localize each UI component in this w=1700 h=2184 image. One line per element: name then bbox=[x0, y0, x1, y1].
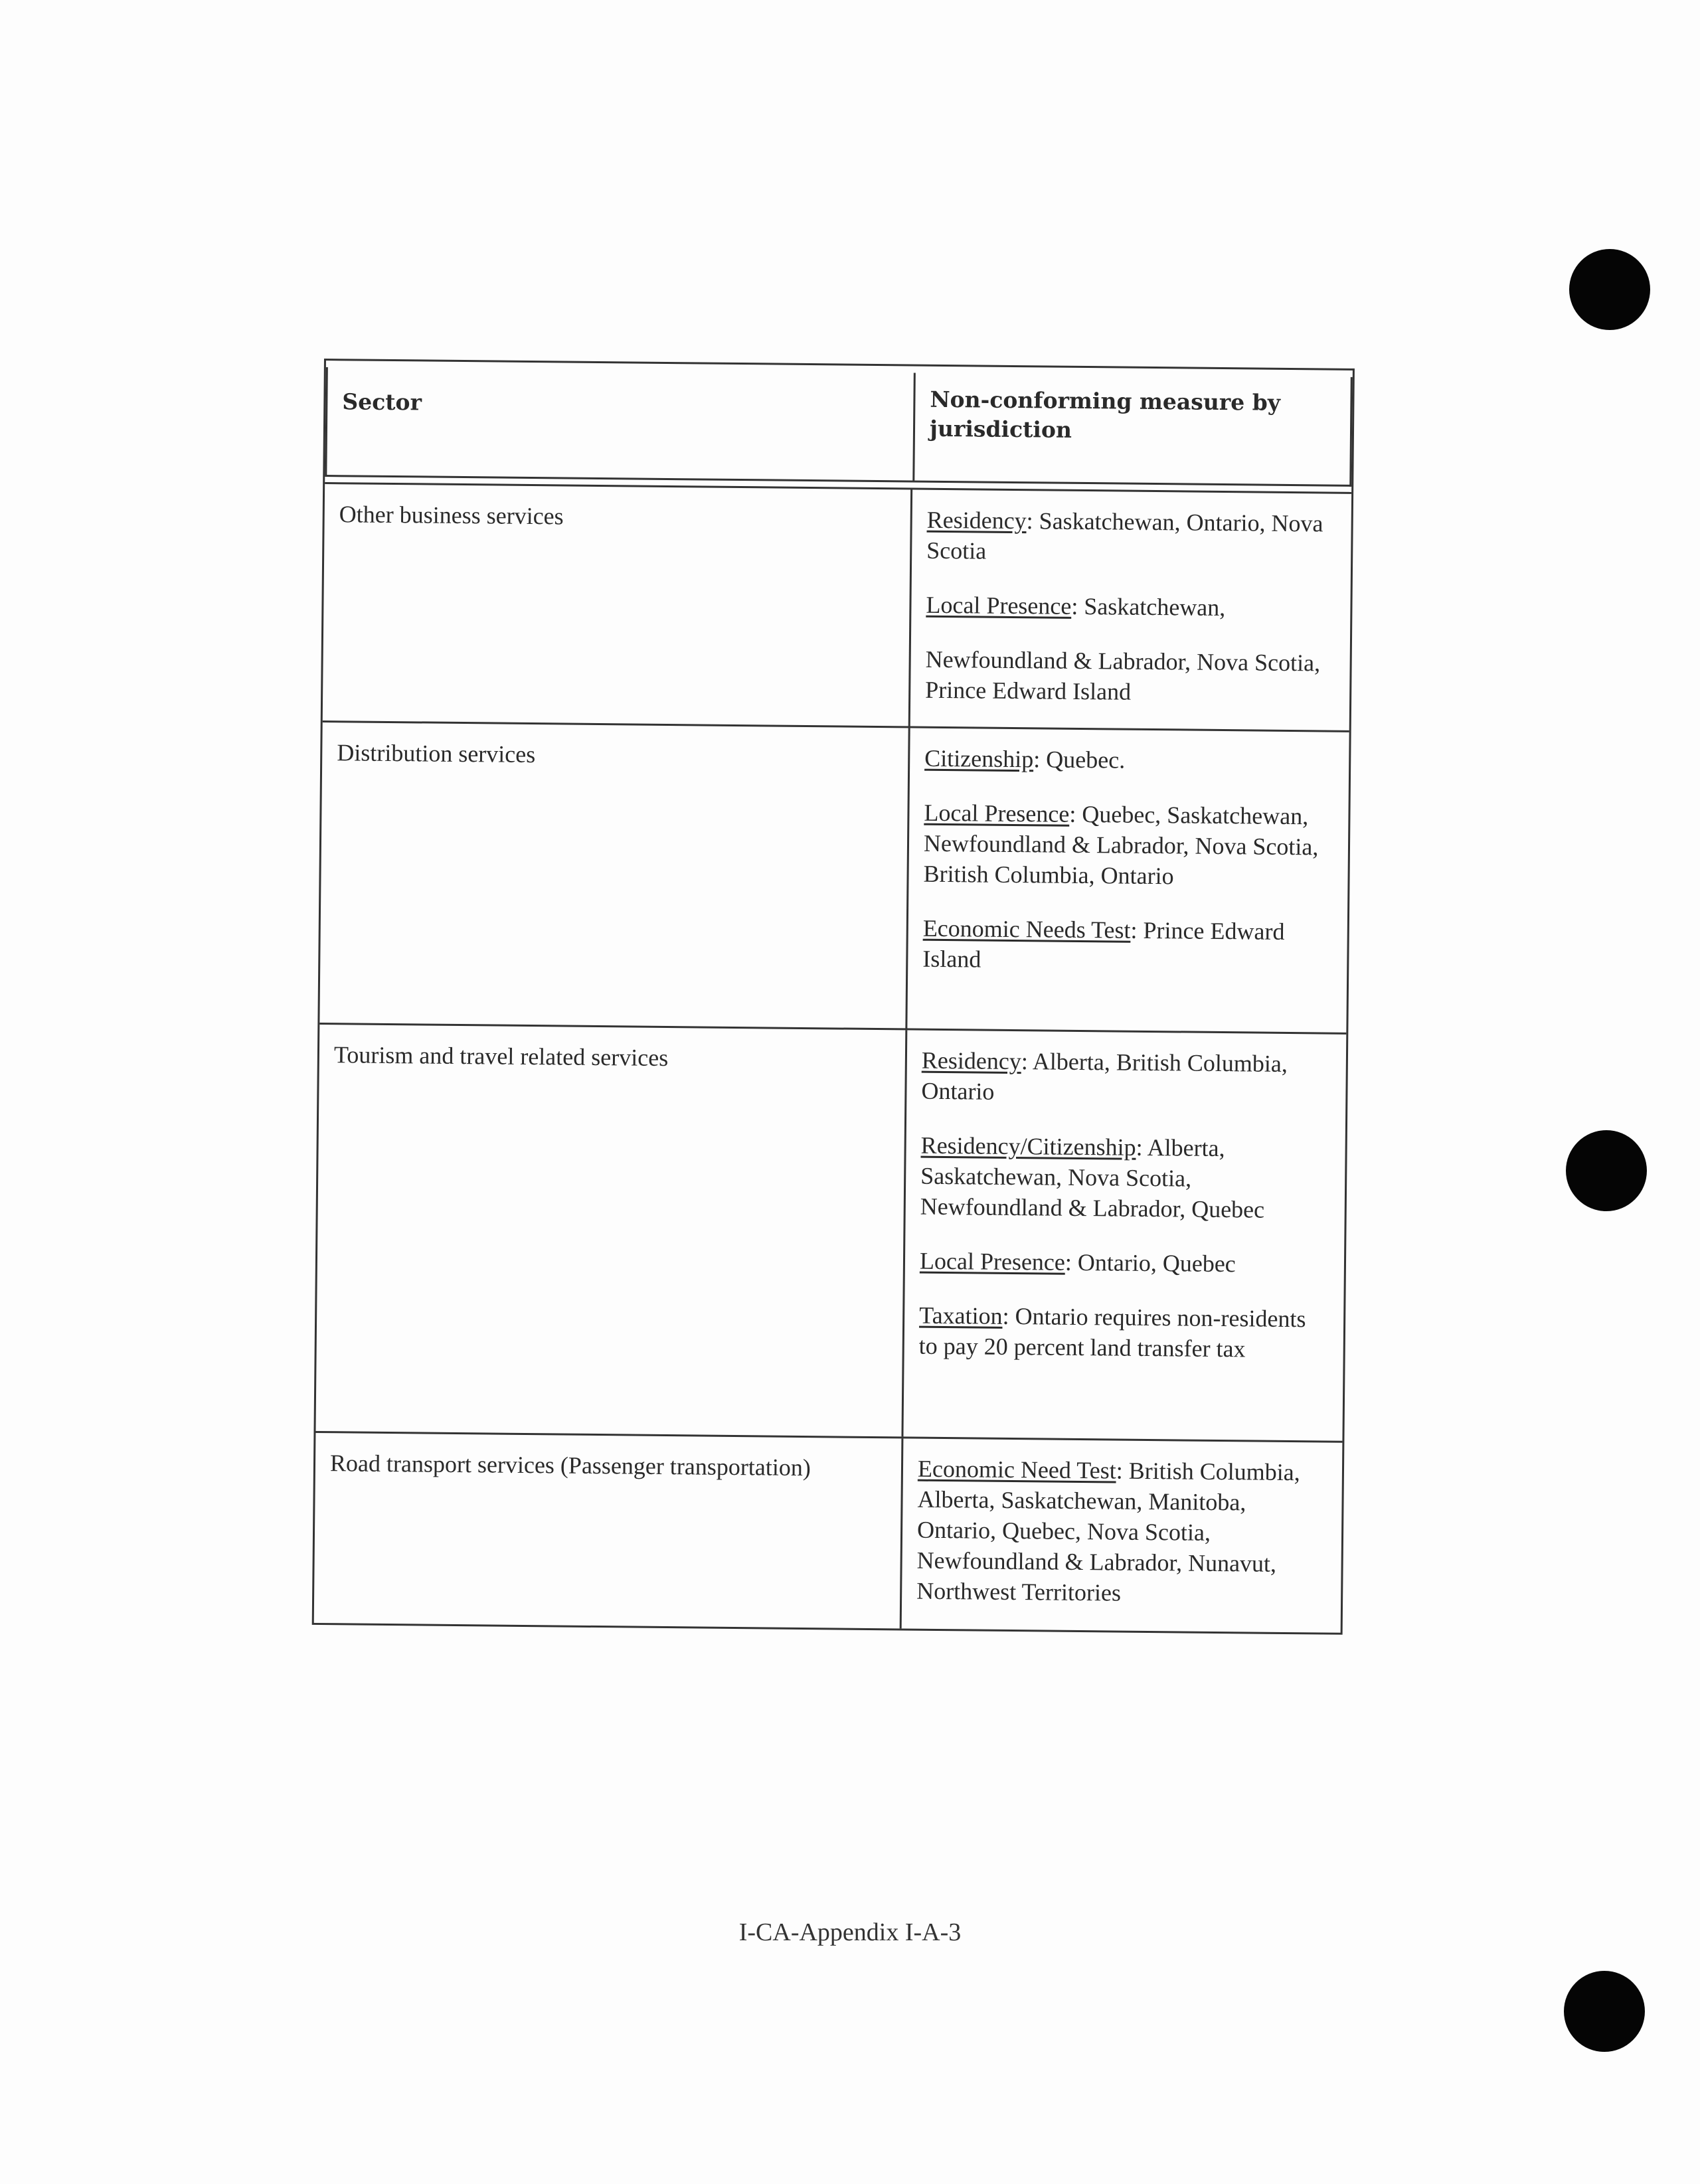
measure-jurisdictions: : Quebec, Saskatchewan, Newfoundland & Labrador, Nova Scotia, British Columbia, Ontario bbox=[923, 800, 1319, 890]
measure-entry bbox=[920, 1246, 1329, 1280]
measure-jurisdictions: : Ontario requires non-residents to pay 20 percent land transfer tax bbox=[918, 1302, 1306, 1363]
table-row bbox=[314, 1431, 1343, 1633]
measure-cell bbox=[907, 728, 1349, 1032]
punch-hole-top bbox=[1569, 249, 1650, 330]
measure-entry bbox=[919, 1300, 1329, 1365]
sector-cell: Distribution services bbox=[319, 722, 910, 1028]
measure-jurisdictions: : Prince Edward Island bbox=[922, 916, 1285, 973]
table-row bbox=[315, 1023, 1346, 1441]
measure-type: Local Presence bbox=[926, 591, 1072, 620]
measure-type: Residency bbox=[921, 1047, 1022, 1075]
table-row bbox=[319, 720, 1349, 1033]
measure-type: Economic Need Test bbox=[917, 1455, 1116, 1484]
measure-type: Local Presence bbox=[919, 1247, 1066, 1276]
page-label: I-CA-Appendix I-A-3 bbox=[738, 1918, 962, 1946]
measure-entry bbox=[925, 644, 1335, 709]
measure-jurisdictions: : Quebec. bbox=[1033, 746, 1126, 774]
measure-type: Local Presence bbox=[924, 799, 1070, 827]
header-measure: Non-conforming measure by jurisdiction bbox=[929, 386, 1281, 443]
measure-jurisdictions: : Saskatchewan, Ontario, Nova Scotia bbox=[926, 507, 1323, 564]
measure-entry bbox=[921, 1045, 1331, 1110]
measure-type: Citizenship bbox=[924, 744, 1034, 773]
measure-cell bbox=[910, 490, 1351, 730]
table-header-row bbox=[325, 367, 1353, 487]
measure-cell bbox=[902, 1438, 1343, 1632]
measures-table bbox=[312, 359, 1355, 1635]
header-sector: Sector bbox=[327, 367, 916, 480]
measure-jurisdictions: Newfoundland & Labrador, Nova Scotia, Prince Edward Island bbox=[925, 645, 1321, 705]
measure-jurisdictions: : Alberta, Saskatchewan, Nova Scotia, Newfoundland & Labrador, Quebec bbox=[920, 1134, 1265, 1223]
sector-cell: Road transport services (Passenger transportation) bbox=[314, 1433, 904, 1628]
measure-jurisdictions: : Ontario, Quebec bbox=[1064, 1248, 1236, 1278]
measure-entry bbox=[926, 590, 1335, 624]
measure-type: Residency/Citizenship bbox=[920, 1132, 1136, 1161]
measure-entry bbox=[923, 798, 1333, 893]
sector-cell: Other business services bbox=[323, 484, 912, 726]
measure-cell bbox=[903, 1030, 1346, 1440]
measure-type: Economic Needs Test bbox=[922, 914, 1131, 944]
measure-entry bbox=[926, 505, 1337, 570]
measure-entry bbox=[924, 743, 1334, 778]
measure-type: Taxation bbox=[919, 1302, 1003, 1329]
table-row bbox=[323, 482, 1351, 730]
punch-hole-middle bbox=[1566, 1130, 1647, 1211]
sector-cell: Tourism and travel related services bbox=[315, 1025, 907, 1436]
measure-entry bbox=[922, 913, 1333, 978]
measure-type: Residency bbox=[926, 506, 1027, 535]
page-footer bbox=[0, 1918, 1700, 1947]
measure-jurisdictions: : Saskatchewan, bbox=[1071, 592, 1226, 622]
measure-entry bbox=[916, 1454, 1327, 1610]
measure-entry bbox=[920, 1130, 1331, 1226]
punch-hole-bottom bbox=[1564, 1971, 1645, 2052]
measure-jurisdictions: : Alberta, British Columbia, Ontario bbox=[921, 1048, 1288, 1105]
measure-jurisdictions: : British Columbia, Alberta, Saskatchewan, Manitoba, Ontario, Quebec, Nova Scotia, Newfoundland & Labrador, Nunavut, Northwest Territories bbox=[916, 1457, 1300, 1606]
